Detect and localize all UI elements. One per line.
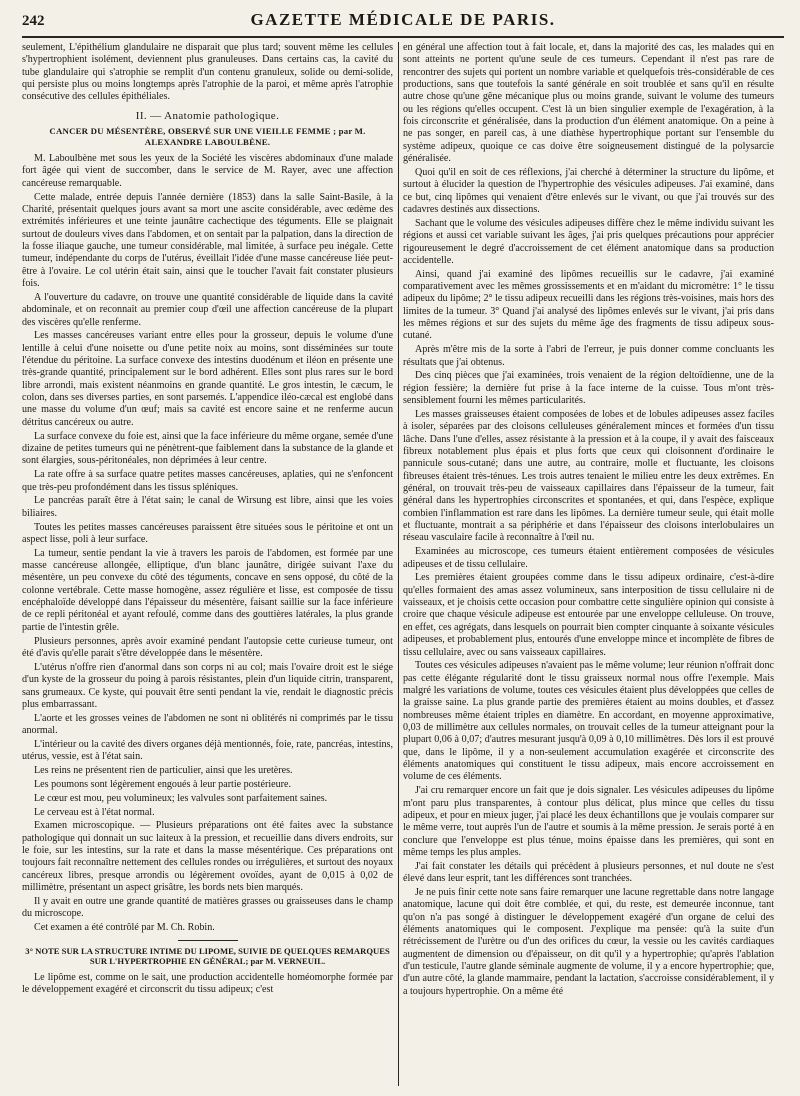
paragraph: L'aorte et les grosses veines de l'abdomen ne sont ni oblitérés ni comprimés par le tissu anormal. xyxy=(22,712,393,737)
paragraph: Les reins ne présentent rien de particulier, ainsi que les uretères. xyxy=(34,765,293,777)
paragraph: La tumeur, sentie pendant la vie à travers les parois de l'abdomen, est formée par une masse cancéreuse allongée, elliptique, d'un blanc jaunâtre, dirigée suivant l'axe du mésentère, un peu convexe du côté des téguments, concave en sens opposé, du côté de la colonne vertébrale. Cette masse homogène, assez régulière et lisse, est composée de tissu encéphaloïde développé dans l'épaisseur du mésentère, faisant saillie sur la face inférieure de ce repli péritonéal et ayant refoulé, comme dans des gouttières latérales, la plus grande partie de l'intestin grêle. xyxy=(22,547,393,633)
article-title: CANCER DU MÉSENTÈRE, OBSERVÉ SUR UNE VIEILLE FEMME ; par M. ALEXANDRE LABOULBÈNE. xyxy=(49,126,366,148)
paragraph: en général une affection tout à fait locale, et, dans la majorité des cas, les malades qui en sont atteints ne portent qu'une seule de ces tumeurs. Cependant il n'est pas rare de rencontrer des sujets qui portent un nombre variable et quelquefois très-considérable de ces productions, sans que toutefois la santé générale en soit troublée et sans qu'il en résulte autre chose qu'une gêne mécanique plus ou moins grande, suivant le volume des tumeurs ou les régions qu'elles occupent. C'est là un bien singulier exemple de l'exagération, à la fois circonscrite et généralisée, dans la production d'un élément anatomique. On a peine à ne pas songer, en pareil cas, à une diathèse hypertrophique portant sur l'ensemble du système adipeux, quoique ce cas doive être soigneusement distingué de la polysarcie généralisée. xyxy=(403,42,774,165)
paragraph: Le pancréas paraît être à l'état sain; le canal de Wirsung est libre, ainsi que les voies biliaires. xyxy=(22,495,393,519)
page-header xyxy=(22,10,784,34)
paragraph: Quoi qu'il en soit de ces réflexions, j'ai cherché à déterminer la structure du lipôme, et surtout à élucider la question de l'hypertrophie des vésicules adipeuses. J'ai examiné, dans ce but, cinq lipômes qui venaient d'être enlevés sur le vivant, ou que j'ai trouvés sur des cadavres destinés aux dissections. xyxy=(403,166,774,215)
paragraph: Cette malade, entrée depuis l'année dernière (1853) dans la salle Saint-Basile, à la Charité, présentait quelques jours avant sa mort une ascite considérable, avec œdème des extrémités inférieures et une teinte jaunâtre cachectique des téguments. Elle se plaignait surtout de douleurs vives dans l'abdomen, et on sentait par la palpation, dans la direction de la fosse iliaque gauche, une tumeur considérable, mal limitée, à surface peu inégale. Cette tumeur, indépendante du corps de l'utérus, éveillait l'idée d'une masse cancéreuse liée peut-être à l'ovaire. Le col utérin était sain, ainsi que le toucher l'avait fait constater plusieurs fois. xyxy=(22,191,393,289)
two-column-body xyxy=(22,42,784,1086)
right-column xyxy=(403,42,774,1086)
header-rule xyxy=(22,36,784,38)
paragraph: Des cinq pièces que j'ai examinées, trois venaient de la région deltoïdienne, une de la région fessière; la dernière fut prise à la face interne de la cuisse. Tous m'ont très-sensiblement fourni les mêmes particularités. xyxy=(403,370,774,407)
left-column xyxy=(22,42,393,1086)
paragraph: La surface convexe du foie est, ainsi que la face inférieure du même organe, semée d'une dizaine de petites tumeurs qui ne pénètrent-que faiblement dans la substance de la glande et sont élargies, sous-péritonéales, non déprimées à leur centre. xyxy=(22,430,393,467)
paragraph: Les masses graisseuses étaient composées de lobes et de lobules adipeuses assez faciles à isoler, séparées par des cloisons celluleuses généralement minces et formées d'un tissu lâche. Dans l'une d'elles, assez résistante à la pression et à la coupe, il y avait des faisceaux fibreux notablement plus épais et plus forts que ceux qui cloisonnent d'ordinaire le pannicule sous-cutané; dans une autre, au contraire, molle et fluctuante, les cloisons fibreuses étaient très-ténues. Les trois autres tenaient le milieu entre les deux extrêmes. En général, on trouvait très-peu de vaisseaux capillaires dans l'épaisseur de la tumeur, fait général dans les hypertrophies circonscrites et spontanées, et qui, dans l'espèce, explique combien l'inflammation est rare dans les lipômes. La dernière tumeur seule, qui était molle et fluctuante, montrait a sa périphérie et dans l'épaisseur des cloisons interlobulaires un réseau vasculaire facile à reconnaître à l'œil nu. xyxy=(403,408,774,544)
paragraph: Après m'être mis de la sorte à l'abri de l'erreur, je puis donner comme concluants les résultats que j'ai obtenus. xyxy=(403,344,774,368)
paragraph: J'ai fait constater les détails qui précèdent à plusieurs personnes, et nul doute ne s'est élevé dans leur esprit, tant les différences sont tranchées. xyxy=(403,860,774,885)
paragraph: Cet examen a été contrôlé par M. Ch. Robin. xyxy=(34,922,215,934)
paragraph: Toutes ces vésicules adipeuses n'avaient pas le même volume; leur réunion n'offrait donc pas cette élégante régularité dont le tissu graisseux normal nous offre l'exemple. Mais malgré les variations de volume, toutes ces vésicules étaient plus développées que celles de la graisse saine. La plus grande partie des premières étaient au moins doubles, et d'assez nombreuses même étaient triples en diamètre. En accordant, en moyenne approximative, 0,03 de millimètre aux cellules normales, on trouvait celles de la tumeur atteignant pour la plupart 0,06 à 0,07; d'autres mesurant jusqu'à 0,09 à 0,10 millimètres. Dès lors il est prouvé que, dans le lipôme, il y a non-seulement accumulation exagérée et circonscrite des éléments anatomiques qui constituent le tissu adipeux, mais encore accroissement en volume de ces éléments. xyxy=(403,660,774,783)
paragraph: Il y avait en outre une grande quantité de matières grasses ou graisseuses dans le champ du microscope. xyxy=(22,896,393,920)
paragraph: Le lipôme est, comme on le sait, une production accidentelle homéomorphe formée par le développement exagéré et circonscrit du tissu adipeux; c'est xyxy=(22,972,393,996)
paragraph: Plusieurs personnes, après avoir examiné pendant l'autopsie cette curieuse tumeur, ont été d'avis qu'elle parait s'être développée dans le mésentère. xyxy=(22,635,393,659)
paragraph: Sachant que le volume des vésicules adipeuses diffère chez le même individu suivant les régions et aussi cet variable suivant les âges, j'ai pris quelques précautions pour apprécier rigoureusement le degré d'accroissement de cet élément anatomique dans sa production accidentelle. xyxy=(403,217,774,266)
paragraph: La rate offre à sa surface quatre petites masses cancéreuses, aplaties, qui ne s'enfoncent que très-peu profondément dans les tissus spléniques. xyxy=(22,469,393,493)
page-number: 242 xyxy=(22,13,45,29)
paragraph: Le cerveau est à l'état normal. xyxy=(34,806,155,818)
paragraph: L'intérieur ou la cavité des divers organes déjà mentionnés, foie, rate, pancréas, intestins, utérus, vessie, est à l'état sain. xyxy=(22,738,393,763)
paragraph: Ainsi, quand j'ai examiné des lipômes recueillis sur le cadavre, j'ai examiné comparativement avec les mêmes grossissements et en m'aidant du micromètre: 1° le tissu adipeux du lipôme; 2° le tissu adipeux recueilli dans les régions très-voisines, mais hors des limites de la tumeur. 3° Quand j'ai analysé des lipômes enlevés sur le vivant, j'ai pris dans les mêmes régions et sur des sujets du même âge des fragments de tissu adipeux sous-cutané. xyxy=(403,268,774,342)
paragraph: M. Laboulbène met sous les yeux de la Société les viscères abdominaux d'une malade fort âgée qui vient de succomber, dans le service de M. Rayer, avec une affection cancéreuse remarquable. xyxy=(22,153,393,189)
paragraph: J'ai cru remarquer encore un fait que je dois signaler. Les vésicules adipeuses du lipôme m'ont paru plus transparentes, à contour plus délicat, plus mince que celles du tissu adipeux, et pour en mieux juger, j'ai placé les deux échantillons que je voulais comparer sur le même verre, tout auprès l'un de l'autre et soumis à la même pression. Je serais porté à en conclure que l'enveloppe est plus ténue, moins épaisse dans les premières, qui sont en même temps les plus amples. xyxy=(403,785,774,858)
paragraph: Examinées au microscope, ces tumeurs étaient entièrement composées de vésicules adipeuses et de tissu cellulaire. xyxy=(403,546,774,570)
paragraph: Je ne puis finir cette note sans faire remarquer une lacune regrettable dans notre langage anatomique, lacune qui doit être comblée, et qui, du reste, est demeurée inconnue, tant qu'on n'a pas songé à distinguer le développement exagéré d'un organe de celui des éléments anatomiques qui le composent. J'explique ma pensée: qu'à la suite d'un rétrécissement de l'urètre ou d'un des orifices du cœur, la vessie ou les cavités cardiaques augmentent de dimension ou d'épaisseur, on dit qu'il y a hypertrophie; qu'après l'ablation d'un testicule, l'autre glande séminale augmente de volume, il y a encore hypertrophie; que, d'un autre côté, la glande mammaire, pendant la lactation, s'accroisse considérablement, il y a toujours hypertrophie. On a même été xyxy=(403,887,774,997)
paragraph: Les poumons sont légèrement engoués à leur partie postérieure. xyxy=(34,778,292,790)
paragraph: A l'ouverture du cadavre, on trouve une quantité considérable de liquide dans la cavité abdominale, et on reconnait au premier coup d'œil une affection cancéreuse de la plupart des viscères qu'elle renferme. xyxy=(22,291,393,328)
separator-rule xyxy=(178,940,238,941)
paragraph: L'utérus n'offre rien d'anormal dans son corps ni au col; mais l'ovaire droit est le siége d'un kyste de la grosseur du poing à parois résistantes, plein d'un liquide citrin, transparent, sans grumeaux. Ce kyste, qui pouvait être senti pendant la vie, rendait le diagnostic précis plus embarrassant. xyxy=(22,661,393,710)
section-heading: II. — Anatomie pathologique. xyxy=(135,109,280,122)
paragraph: Le cœur est mou, peu volumineux; les valvules sont parfaitement saines. xyxy=(34,792,328,804)
paragraph: seulement, L'épithélium glandulaire ne disparait que plus tard; souvent même les cellules s'hypertrophient isolément, deviennent plus granuleuses. Dans certains cas, la cavité du tube glandulaire qui s'atrophie se remplit d'un contenu granuleux, solide ou demi-solide, qui persiste plus ou moins longtemps après l'atrophie de la paroi, et même après l'atrophie consécutive des cellules épithéliales. xyxy=(22,42,393,103)
paragraph: Les premières étaient groupées comme dans le tissu adipeux ordinaire, c'est-à-dire qu'elles formaient des amas assez volumineux, sans interposition de tissu cellulaire ni de vaisseaux, et je choisis cette occasion pour combattre cette singulière opinion qui consiste à croire que chaque vésicule adipeuse est entourée par une enveloppe celluleuse. On trouve, en effet, ces agrégats, dans lesquels on pourrait bien compter cinquante à soixante vésicules adipeuses, et probablement plus, entourés d'une enveloppe mince et incomplète de fibres de tissu cellulaire, avec ou sans vaisseaux capillaires. xyxy=(403,572,774,658)
paragraph: Examen microscopique. — Plusieurs préparations ont été faites avec la substance pathologique qui donnait un suc laiteux à la pression, et recueillie dans divers endroits, sur le foie, sur les intestins, sur la rate et dans la masse mésentérique. Ces préparations ont toujours fait reconnaître nettement des cellules rondes ou irrégulières, et surtout des noyaux cancéreux libres, presque arrondis ou légèrement ovoïdes, ayant de 0,015 à 0,02 de millimètre, présentant un aspect grisâtre, les bords nets bien marqués. xyxy=(22,820,393,894)
column-divider xyxy=(398,42,399,1086)
article-title: 3° NOTE SUR LA STRUCTURE INTIME DU LIPOME, SUIVIE DE QUELQUES REMARQUES SUR L'HYPERTROPHIE EN GÉNÉRAL; par M. VERNEUIL. xyxy=(25,945,390,967)
running-title: GAZETTE MÉDICALE DE PARIS. xyxy=(250,10,556,29)
paragraph: Les masses cancéreuses variant entre elles pour la grosseur, depuis le volume d'une lentille à celui d'une noisette ou d'une petite noix au moins, sont disséminées sur toute l'étendue du péritoine. La surface convexe des intestins duodénum et iléon en présente une très-grande quantité, principalement sur le bord adhérent. Elles sont plus rares sur le bord libre arrondi, mais existent néanmoins en grande quantité. Le gros intestin, le cæcum, le colon, dans ses diverses parties, en sont parsemés. L'appendice iléo-cæcal est englobé dans une masse du volume d'un œuf; mais sa cavité est encore saine et ne renferme aucun détritus cancéreux ou autre. xyxy=(22,330,393,428)
paragraph: Toutes les petites masses cancéreuses paraissent être situées sous le péritoine et ont un aspect lisse, poli à leur surface. xyxy=(22,521,393,545)
